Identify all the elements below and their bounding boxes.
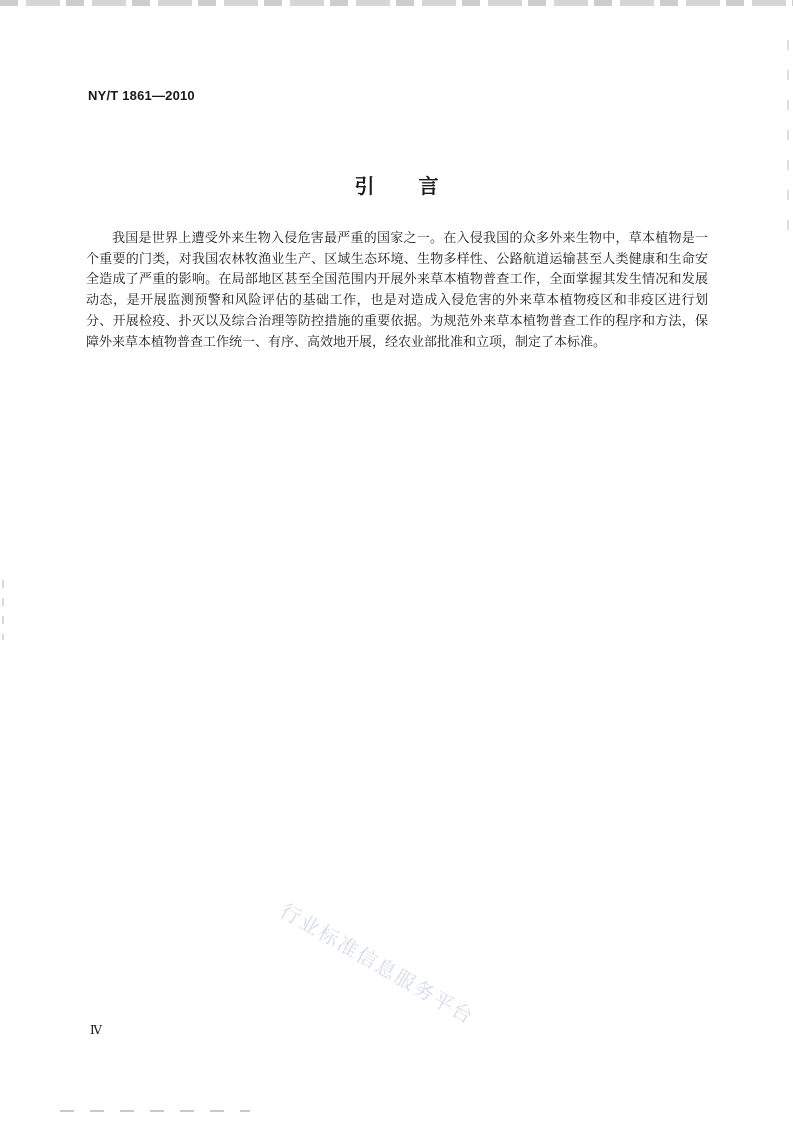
introduction-paragraph: 我国是世界上遭受外来生物入侵危害最严重的国家之一。在入侵我国的众多外来生物中，草本植物是一个重要的门类，对我国农林牧渔业生产、区域生态环境、生物多样性、公路航道运输甚至人类健康和生命安全造成了严重的影响。在局部地区甚至全国范围内开展外来草本植物普查工作，全面掌握其发生情况和发展动态，是开展监测预警和风险评估的基础工作，也是对造成入侵危害的外来草本植物疫区和非疫区进行划分、开展检疫、扑灭以及综合治理等防控措施的重要依据。为规范外来草本植物普查工作的程序和方法，保障外来草本植物普查工作统一、有序、高效地开展，经农业部批准和立项，制定了本标准。 [86,231,708,350]
section-title: 引言 [354,174,483,198]
scan-edge-top [0,0,793,6]
scan-edge-left [2,580,4,640]
scan-edge-bottom [60,1110,250,1112]
document-code: NY/T 1861—2010 [88,88,195,103]
page-number: Ⅳ [90,1023,102,1037]
watermark: 行业标准信息服务平台 [276,898,479,1030]
scan-edge-right [787,40,789,240]
